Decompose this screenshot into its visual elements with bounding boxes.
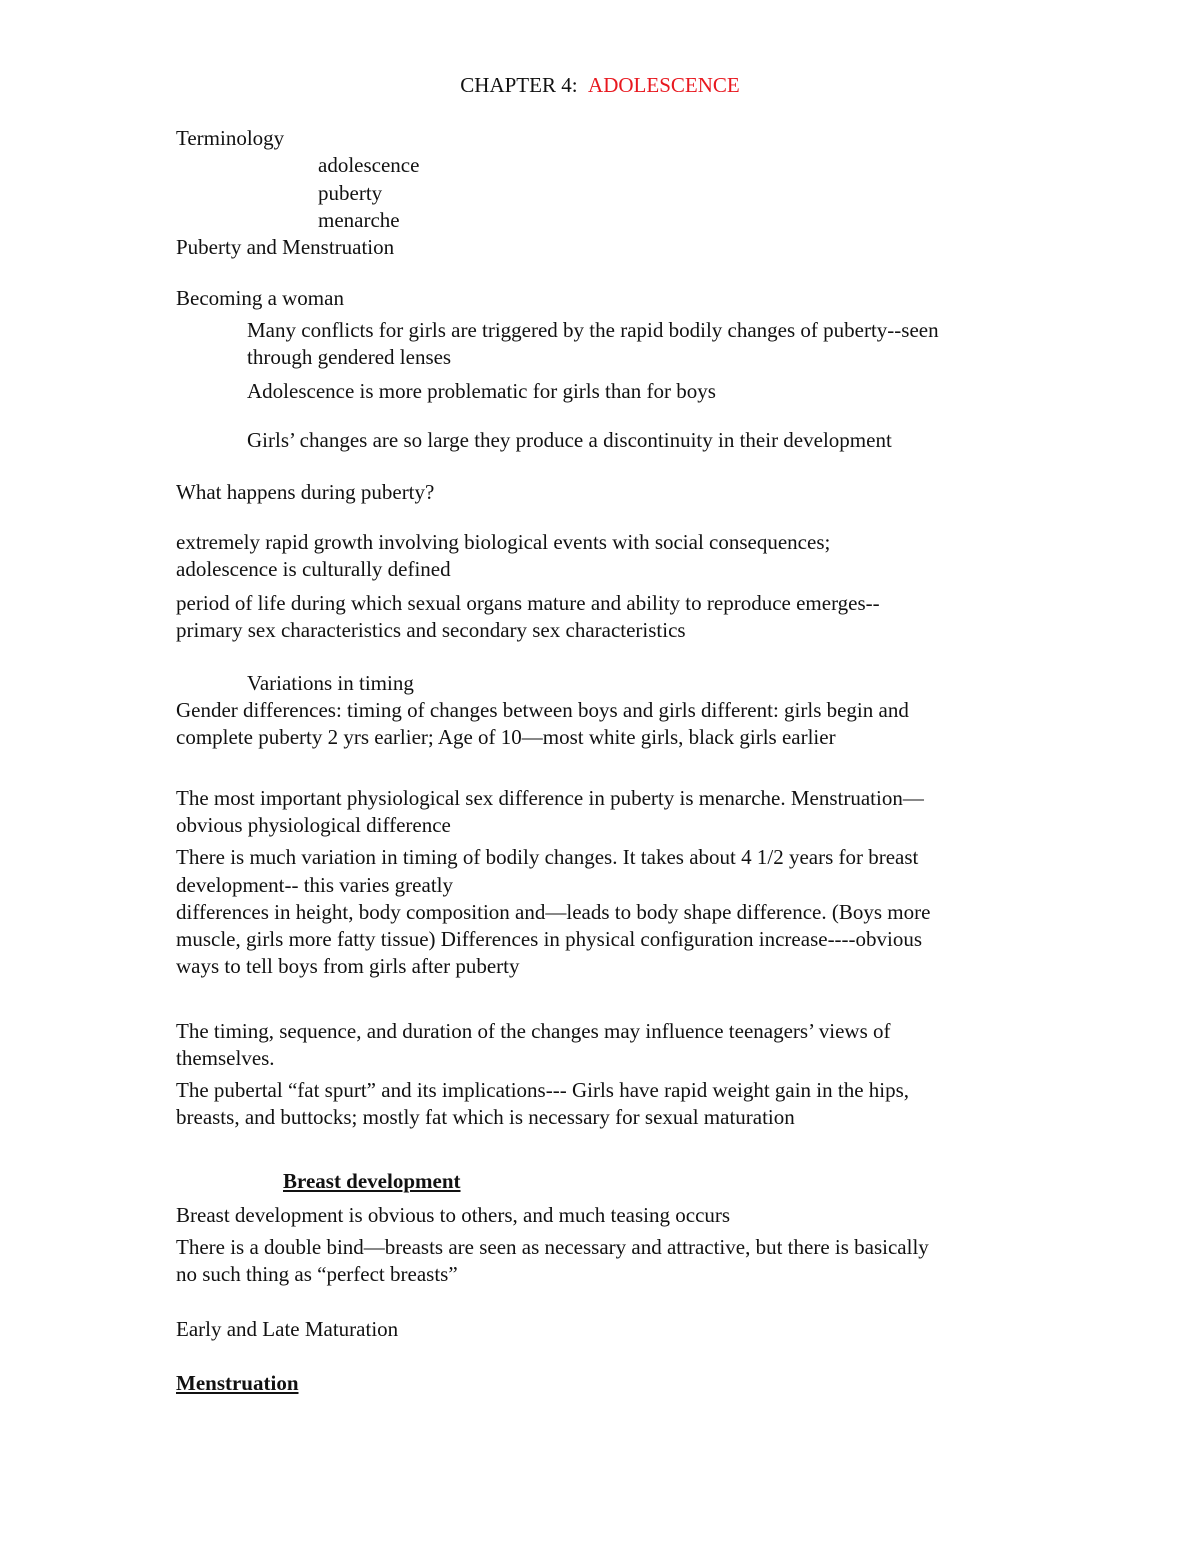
physiological-p3-line3: ways to tell boys from girls after puberty — [176, 954, 520, 978]
title-accent: ADOLESCENCE — [588, 73, 740, 97]
what-happens-p2-line2: primary sex characteristics and secondary sex characteristics — [176, 618, 686, 642]
variations-p1-line2: complete puberty 2 yrs earlier; Age of 10—most white girls, black girls earlier — [176, 725, 836, 749]
becoming-woman-p1-line2: through gendered lenses — [247, 345, 452, 369]
what-happens-p1-line2: adolescence is culturally defined — [176, 557, 451, 581]
term-adolescence: adolescence — [318, 153, 420, 177]
terminology-heading: Terminology — [176, 126, 285, 150]
timing-p1-line2: themselves. — [176, 1046, 275, 1070]
maturation-heading: Early and Late Maturation — [176, 1317, 399, 1341]
variations-heading: Variations in timing — [247, 671, 414, 695]
what-happens-p1-line1: extremely rapid growth involving biological events with social consequences; — [176, 530, 831, 554]
breast-p1: Breast development is obvious to others, and much teasing occurs — [176, 1203, 731, 1227]
physiological-p3-line2: muscle, girls more fatty tissue) Differences in physical configuration increase----obvious — [176, 927, 923, 951]
what-happens-p2-line1: period of life during which sexual organs mature and ability to reproduce emerges-- — [176, 591, 880, 615]
physiological-p3-line1: differences in height, body composition and—leads to body shape difference. (Boys more — [176, 900, 931, 924]
variations-p1-line1: Gender differences: timing of changes between boys and girls different: girls begin and — [176, 698, 909, 722]
breast-p2-line2: no such thing as “perfect breasts” — [176, 1262, 458, 1286]
becoming-woman-p3: Girls’ changes are so large they produce a discontinuity in their development — [247, 428, 892, 452]
breast-development-heading: Breast development — [283, 1169, 461, 1193]
becoming-woman-p2: Adolescence is more problematic for girls than for boys — [247, 379, 716, 403]
breast-p2-line1: There is a double bind—breasts are seen as necessary and attractive, but there is basically — [176, 1235, 929, 1259]
timing-p2-line1: The pubertal “fat spurt” and its implications--- Girls have rapid weight gain in the hips, — [176, 1078, 910, 1102]
physiological-p2-line1: There is much variation in timing of bodily changes. It takes about 4 1/2 years for breast — [176, 845, 919, 869]
timing-p2-line2: breasts, and buttocks; mostly fat which is necessary for sexual maturation — [176, 1105, 795, 1129]
becoming-woman-heading: Becoming a woman — [176, 286, 344, 310]
physiological-p2-line2: development-- this varies greatly — [176, 873, 453, 897]
menstruation-heading: Menstruation — [176, 1371, 299, 1395]
term-menarche: menarche — [318, 208, 400, 232]
physiological-p1-line2: obvious physiological difference — [176, 813, 451, 837]
physiological-p1-line1: The most important physiological sex difference in puberty is menarche. Menstruation— — [176, 786, 924, 810]
title-prefix: CHAPTER 4: — [460, 73, 578, 97]
page-title — [0, 72, 1200, 99]
puberty-menstruation-heading: Puberty and Menstruation — [176, 235, 395, 259]
becoming-woman-p1-line1: Many conflicts for girls are triggered by the rapid bodily changes of puberty--seen — [247, 318, 939, 342]
what-happens-heading: What happens during puberty? — [176, 480, 435, 504]
timing-p1-line1: The timing, sequence, and duration of the changes may influence teenagers’ views of — [176, 1019, 891, 1043]
term-puberty: puberty — [318, 181, 383, 205]
